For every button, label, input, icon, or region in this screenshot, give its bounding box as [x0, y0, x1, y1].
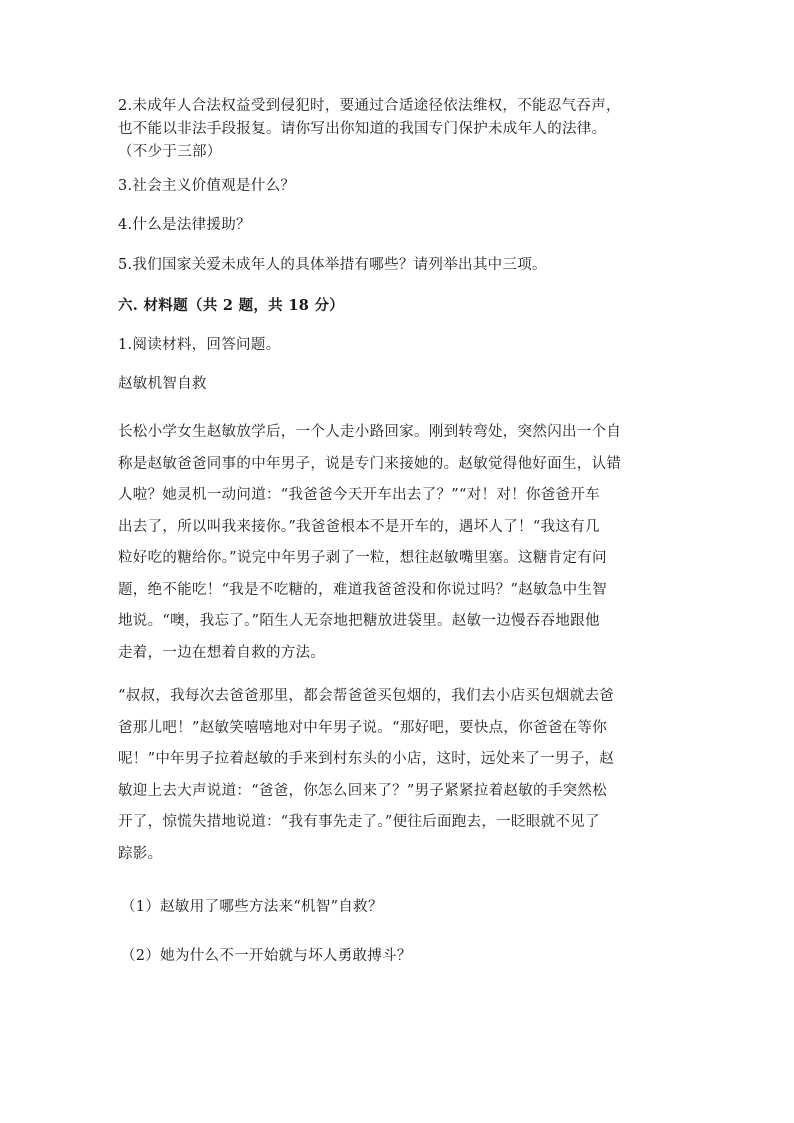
story-paragraph-1-line: 长松小学女生赵敏放学后，一个人走小路回家。刚到转弯处，突然闪出一个自: [118, 424, 622, 440]
sub-question-1: （1）赵敏用了哪些方法来“机智”自救？: [121, 899, 383, 915]
question-2-line-1: 2.未成年人合法权益受到侵犯时，要通过合适途径依法维权，不能忍气吞声，: [118, 98, 621, 114]
material-question-1-prompt: 1.阅读材料，回答问题。: [118, 337, 281, 353]
story-paragraph-1-line: 称是赵敏爸爸同事的中年男子，说是专门来接她的。赵敏觉得他好面生，认错: [118, 455, 622, 472]
story-paragraph-2-line: 踪影。: [118, 845, 163, 862]
section-6-heading: 六. 材料题（共 2 题，共 18 分）: [118, 297, 345, 314]
story-paragraph-2-line: 爸那儿吧！”赵敏笑嘻嘻地对中年男子说。“那好吧，要快点，你爸爸在等你: [118, 719, 608, 736]
story-paragraph-2: [118, 681, 678, 870]
story-paragraph-2-line: “叔叔，我每次去爸爸那里，都会帮爸爸买包烟的，我们去小店买包烟就去爸: [118, 688, 615, 704]
story-paragraph-1: [118, 417, 678, 669]
story-paragraph-1-line: 题，绝不能吃！“我是不吃糖的，难道我爸爸没和你说过吗？”赵敏急中生智: [118, 581, 608, 598]
story-paragraph-1-line: 出去了，所以叫我来接你。”我爸爸根本不是开车的，遇坏人了！“我这有几: [118, 518, 600, 535]
story-paragraph-1-line: 地说。“噢，我忘了。”陌生人无奈地把糖放进袋里。赵敏一边慢吞吞地跟他: [118, 613, 600, 629]
story-paragraph-2-line: 敏迎上去大声说道：“爸爸，你怎么回来了？”男子紧紧拉着赵敏的手突然松: [118, 782, 608, 799]
question-4: 4.什么是法律援助？: [118, 217, 251, 233]
question-2: [118, 95, 678, 164]
story-paragraph-2-line: 呢！”中年男子拉着赵敏的手来到村东头的小店，这时，远处来了一男子，赵: [118, 751, 615, 767]
question-2-line-3: （不少于三部）: [118, 144, 222, 160]
question-5: 5.我们国家关爱未成年人的具体举措有哪些？请列举出其中三项。: [118, 257, 547, 273]
story-paragraph-1-line: 人啦？她灵机一动问道：“我爸爸今天开车出去了？”“对！对！你爸爸开车: [118, 487, 600, 503]
story-paragraph-1-line: 走着，一边在想着自救的方法。: [118, 644, 326, 661]
question-3: 3.社会主义价值观是什么？: [118, 178, 296, 194]
story-title: 赵敏机智自救: [118, 376, 207, 392]
sub-question-2: （2）她为什么不一开始就与坏人勇敢搏斗？: [121, 948, 412, 964]
story-paragraph-1-line: 粒好吃的糖给你。”说完中年男子剥了一粒，想往赵敏嘴里塞。这糖肯定有问: [118, 550, 607, 566]
question-2-line-2: 也不能以非法手段报复。请你写出你知道的我国专门保护未成年人的法律。: [118, 121, 607, 137]
story-paragraph-2-line: 开了，惊慌失措地说道：“我有事先走了。”便往后面跑去，一眨眼就不见了: [118, 814, 600, 830]
